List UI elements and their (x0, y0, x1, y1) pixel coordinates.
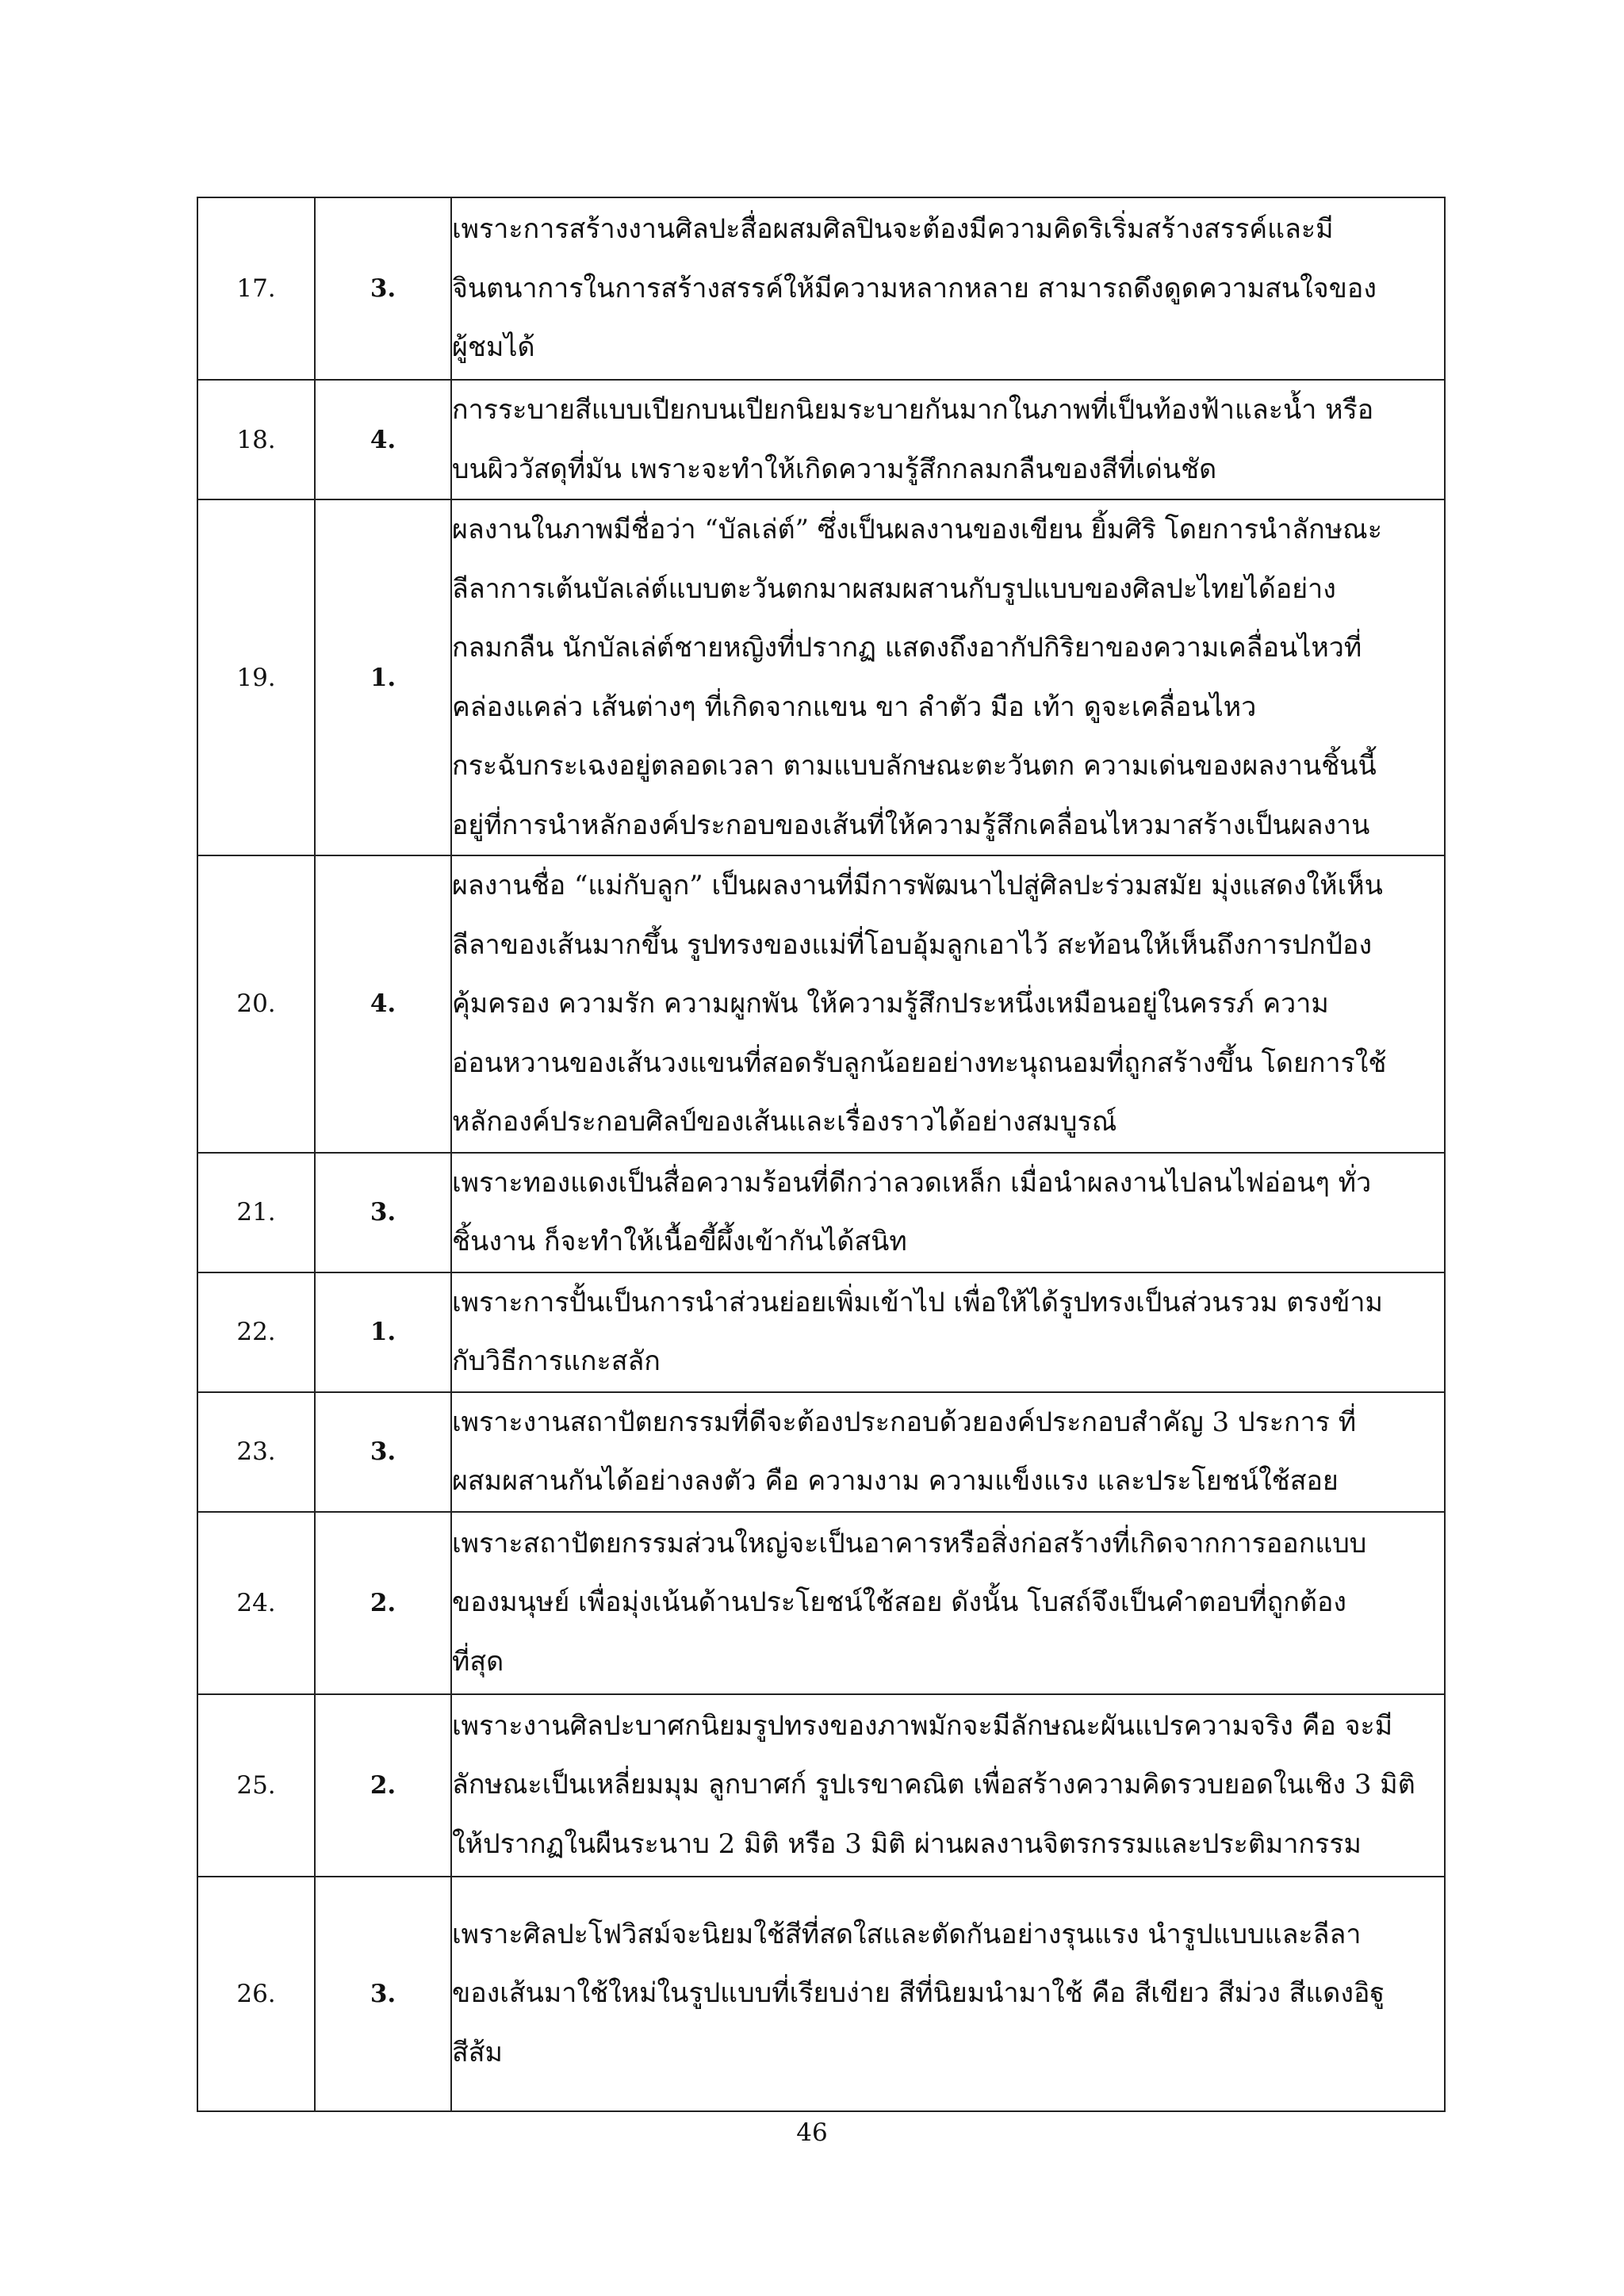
table-row (197, 1877, 1445, 2111)
explanation-line: กระฉับกระเฉงอยู่ตลอดเวลา ตามแบบลักษณะตะวันตก ความเด่นของผลงานชิ้นนี้ (452, 750, 1377, 782)
table-row (197, 1153, 1445, 1272)
explanation-line: เพราะการสร้างงานศิลปะสื่อผสมศิลปินจะต้องมีความคิดริเริ่มสร้างสรรค์และมี (452, 213, 1334, 246)
explanation-line: อยู่ที่การนำหลักองค์ประกอบของเส้นที่ให้ความรู้สึกเคลื่อนไหวมาสร้างเป็นผลงาน (452, 809, 1370, 841)
question-number: 21. (197, 1153, 315, 1272)
table-row (197, 499, 1445, 855)
explanation (451, 380, 1445, 499)
explanation-line: บนผิววัสดุที่มัน เพราะจะทำให้เกิดความรู้สึกกลมกลืนของสีที่เด่นชัด (452, 453, 1217, 485)
explanation (451, 1153, 1445, 1272)
question-number: 22. (197, 1272, 315, 1392)
question-number: 18. (197, 380, 315, 499)
question-number: 19. (197, 499, 315, 855)
explanation-line: ที่สุด (452, 1645, 504, 1678)
answer-choice: 4. (315, 855, 451, 1153)
answer-choice: 1. (315, 499, 451, 855)
answer-table-body (197, 197, 1445, 2111)
explanation-line: กลมกลืน นักบัลเล่ต์ชายหญิงที่ปรากฏ แสดงถึงอากัปกิริยาของความเคลื่อนไหวที่ (452, 632, 1362, 664)
explanation-line: เพราะทองแดงเป็นสื่อความร้อนที่ดีกว่าลวดเหล็ก เมื่อนำผลงานไปลนไฟอ่อนๆ ทั่ว (452, 1166, 1372, 1199)
explanation-line: ผลงานชื่อ “แม่กับลูก” เป็นผลงานที่มีการพัฒนาไปสู่ศิลปะร่วมสมัย มุ่งแสดงให้เห็น (452, 870, 1383, 901)
question-number: 20. (197, 855, 315, 1153)
explanation-line: ของมนุษย์ เพื่อมุ่งเน้นด้านประโยชน์ใช้สอย ดังนั้น โบสถ์จึงเป็นคำตอบที่ถูกต้อง (452, 1586, 1346, 1619)
answer-table (197, 197, 1446, 2112)
explanation-line: ของเส้นมาใช้ใหม่ในรูปแบบที่เรียบง่าย สีที่นิยมนำมาใช้ คือ สีเขียว สีม่วง สีแดงอิฐู (452, 1977, 1385, 2010)
explanation-line: ผลงานในภาพมีชื่อว่า “บัลเล่ต์” ซึ่งเป็นผลงานของเขียน ยิ้มศิริ โดยการนำลักษณะ (452, 514, 1382, 545)
explanation-line: ให้ปรากฏในผืนระนาบ 2 มิติ หรือ 3 มิติ ผ่านผลงานจิตรกรรมและประติมากรรม (452, 1827, 1362, 1860)
explanation-line: สีส้ม (452, 2036, 503, 2068)
table-row (197, 1272, 1445, 1392)
explanation-line: ชิ้นงาน ก็จะทำให้เนื้อขี้ผึ้งเข้ากันได้สนิท (452, 1226, 907, 1257)
explanation-line: เพราะงานศิลปะบาศกนิยมรูปทรงของภาพมักจะมีลักษณะผันแปรความจริง คือ จะมี (452, 1709, 1393, 1742)
explanation-line: เพราะศิลปะโฟวิสม์จะนิยมใช้สีที่สดใสและตัดกันอย่างรุนแรง นำรูปแบบและลีลา (452, 1918, 1362, 1950)
table-row (197, 380, 1445, 499)
page-number: 46 (796, 2118, 828, 2147)
question-number: 23. (197, 1392, 315, 1512)
explanation-line: เพราะการปั้นเป็นการนำส่วนย่อยเพิ่มเข้าไป เพื่อให้ได้รูปทรงเป็นส่วนรวม ตรงข้าม (452, 1286, 1383, 1318)
answer-choice: 2. (315, 1694, 451, 1877)
explanation (451, 1512, 1445, 1694)
explanation (451, 499, 1445, 855)
explanation (451, 855, 1445, 1153)
explanation-line: ลีลาของเส้นมากขึ้น รูปทรงของแม่ที่โอบอุ้มลูกเอาไว้ สะท้อนให้เห็นถึงการปกป้อง (452, 928, 1373, 961)
question-number: 24. (197, 1512, 315, 1694)
explanation-line: การระบายสีแบบเปียกบนเปียกนิยมระบายกันมากในภาพที่เป็นท้องฟ้าและน้ำ หรือ (452, 394, 1374, 426)
explanation-line: กับวิธีการแกะสลัก (452, 1345, 661, 1377)
explanation-line: อ่อนหวานของเส้นวงแขนที่สอดรับลูกน้อยอย่างทะนุถนอมที่ถูกสร้างขึ้น โดยการใช้ (452, 1047, 1387, 1079)
explanation-line: ผู้ชมได้ (452, 331, 535, 364)
explanation-line: คุ้มครอง ความรัก ความผูกพัน ให้ความรู้สึกประหนึ่งเหมือนอยู่ในครรภ์ ความ (452, 988, 1329, 1020)
explanation (451, 1877, 1445, 2111)
table-row (197, 855, 1445, 1153)
explanation-line: จินตนาการในการสร้างสรรค์ให้มีความหลากหลาย สามารถดึงดูดความสนใจของ (452, 272, 1377, 304)
explanation (451, 197, 1445, 380)
answer-choice: 3. (315, 1877, 451, 2111)
answer-choice: 3. (315, 1392, 451, 1512)
table-row (197, 1694, 1445, 1877)
explanation-line: ลักษณะเป็นเหลี่ยมมุม ลูกบาศก์ รูปเรขาคณิต เพื่อสร้างความคิดรวบยอดในเชิง 3 มิติ (452, 1769, 1415, 1801)
answer-choice: 3. (315, 1153, 451, 1272)
explanation-line: หลักองค์ประกอบศิลป์ของเส้นและเรื่องราวได้อย่างสมบูรณ์ (452, 1106, 1117, 1138)
table-row (197, 1392, 1445, 1512)
answer-choice: 3. (315, 197, 451, 380)
answer-choice: 1. (315, 1272, 451, 1392)
table-row (197, 197, 1445, 380)
explanation-line: เพราะสถาปัตยกรรมส่วนใหญ่จะเป็นอาคารหรือสิ่งก่อสร้างที่เกิดจากการออกแบบ (452, 1527, 1367, 1559)
explanation-line: เพราะงานสถาปัตยกรรมที่ดีจะต้องประกอบด้วยองค์ประกอบสำคัญ 3 ประการ ที่ (452, 1406, 1357, 1438)
explanation-line: คล่องแคล่ว เส้นต่างๆ ที่เกิดจากแขน ขา ลำตัว มือ เท้า ดูจะเคลื่อนไหว (452, 691, 1257, 723)
table-row (197, 1512, 1445, 1694)
question-number: 17. (197, 197, 315, 380)
explanation-line: ผสมผสานกันได้อย่างลงตัว คือ ความงาม ความแข็งแรง และประโยชน์ใช้สอย (452, 1465, 1339, 1497)
question-number: 26. (197, 1877, 315, 2111)
explanation (451, 1392, 1445, 1512)
explanation (451, 1694, 1445, 1877)
answer-choice: 4. (315, 380, 451, 499)
explanation (451, 1272, 1445, 1392)
answer-choice: 2. (315, 1512, 451, 1694)
explanation-line: ลีลาการเต้นบัลเล่ต์แบบตะวันตกมาผสมผสานกับรูปแบบของศิลปะไทยได้อย่าง (452, 572, 1336, 605)
question-number: 25. (197, 1694, 315, 1877)
